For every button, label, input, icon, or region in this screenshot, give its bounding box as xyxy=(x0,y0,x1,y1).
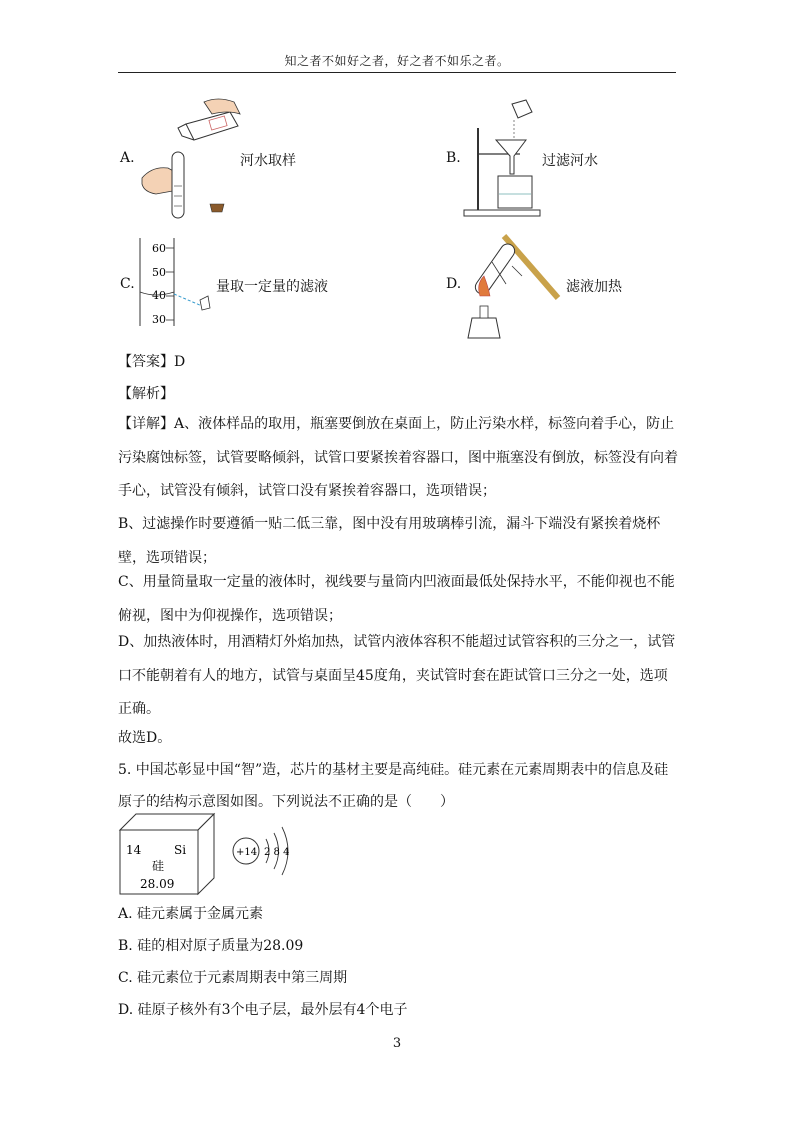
filtration-illustration xyxy=(462,98,542,224)
question-5-stem: 5. 中国芯彰显中国“智”造，芯片的基材主要是高纯硅。硅元素在元素周期表中的信息及硅 xyxy=(118,762,669,778)
analysis-title: 【解析】 xyxy=(118,386,174,402)
choice-d: D. 硅原子核外有3个电子层，最外层有4个电子 xyxy=(118,1002,408,1018)
cylinder-tick-label: 50 xyxy=(152,266,166,279)
option-b-letter: B. xyxy=(446,150,461,166)
conclusion: 故选D。 xyxy=(118,730,172,746)
atomic-mass: 28.09 xyxy=(140,877,175,891)
choice-a: A. 硅元素属于金属元素 xyxy=(118,906,264,922)
cylinder-tick-label: 40 xyxy=(152,289,166,302)
measuring-cylinder-illustration xyxy=(136,236,216,334)
option-d-caption: 滤液加热 xyxy=(566,279,622,295)
analysis-b: B、过滤操作时要遵循一贴二低三靠，图中没有用玻璃棒引流，漏斗下端没有紧挨着烧杯壁，选项错误； xyxy=(118,516,661,566)
option-b-caption: 过滤河水 xyxy=(542,153,598,169)
analysis-d: D、加热液体时，用酒精灯外焰加热，试管内液体容积不能超过试管容积的三分之一，试管口不能朝着有人的地方，试管与桌面呈45度角，夹试管时套在距试管口三分之一处，选项正确。 xyxy=(118,634,676,717)
analysis-c: C、用量筒量取一定量的液体时，视线要与量筒内凹液面最低处保持水平，不能仰视也不能俯视，图中为仰视操作，选项错误； xyxy=(118,574,675,624)
analysis-a: 【详解】A、液体样品的取用，瓶塞要倒放在桌面上，防止污染水样，标签向着手心，防止污染腐蚀标签，试管要略倾斜，试管口要紧挨着容器口，图中瓶塞没有倒放，标签没有向着手心，试管没有倾斜，试管口没有紧挨着容器口，选项错误； xyxy=(118,416,678,499)
atomic-structure-diagram xyxy=(228,818,304,888)
option-c-letter: C. xyxy=(120,276,135,292)
element-name: 硅 xyxy=(152,859,165,873)
periodic-table-cell xyxy=(118,812,218,900)
sampling-illustration xyxy=(138,96,248,226)
nucleus-charge: +14 xyxy=(236,847,258,858)
question-5-stem-cont: 原子的结构示意图如图。下列说法不正确的是（ ） xyxy=(118,794,454,810)
choice-b: B. 硅的相对原子质量为28.09 xyxy=(118,938,304,954)
cylinder-tick-label: 60 xyxy=(152,242,166,255)
choice-c: C. 硅元素位于元素周期表中第三周期 xyxy=(118,970,348,986)
electron-shells: 2 8 4 xyxy=(264,847,290,858)
header-divider xyxy=(118,72,676,73)
option-a-caption: 河水取样 xyxy=(240,153,296,169)
page-number: 3 xyxy=(392,1036,402,1051)
option-c-caption: 量取一定量的滤液 xyxy=(216,279,328,295)
option-d-letter: D. xyxy=(446,276,462,292)
cylinder-tick-label: 30 xyxy=(152,313,166,326)
header-motto: 知之者不如好之者，好之者不如乐之者。 xyxy=(284,54,510,68)
heating-illustration xyxy=(462,226,562,350)
atomic-number: 14 xyxy=(126,843,142,857)
option-a-letter: A. xyxy=(120,150,135,166)
element-symbol: Si xyxy=(174,843,187,857)
answer-label: 【答案】D xyxy=(118,354,186,370)
